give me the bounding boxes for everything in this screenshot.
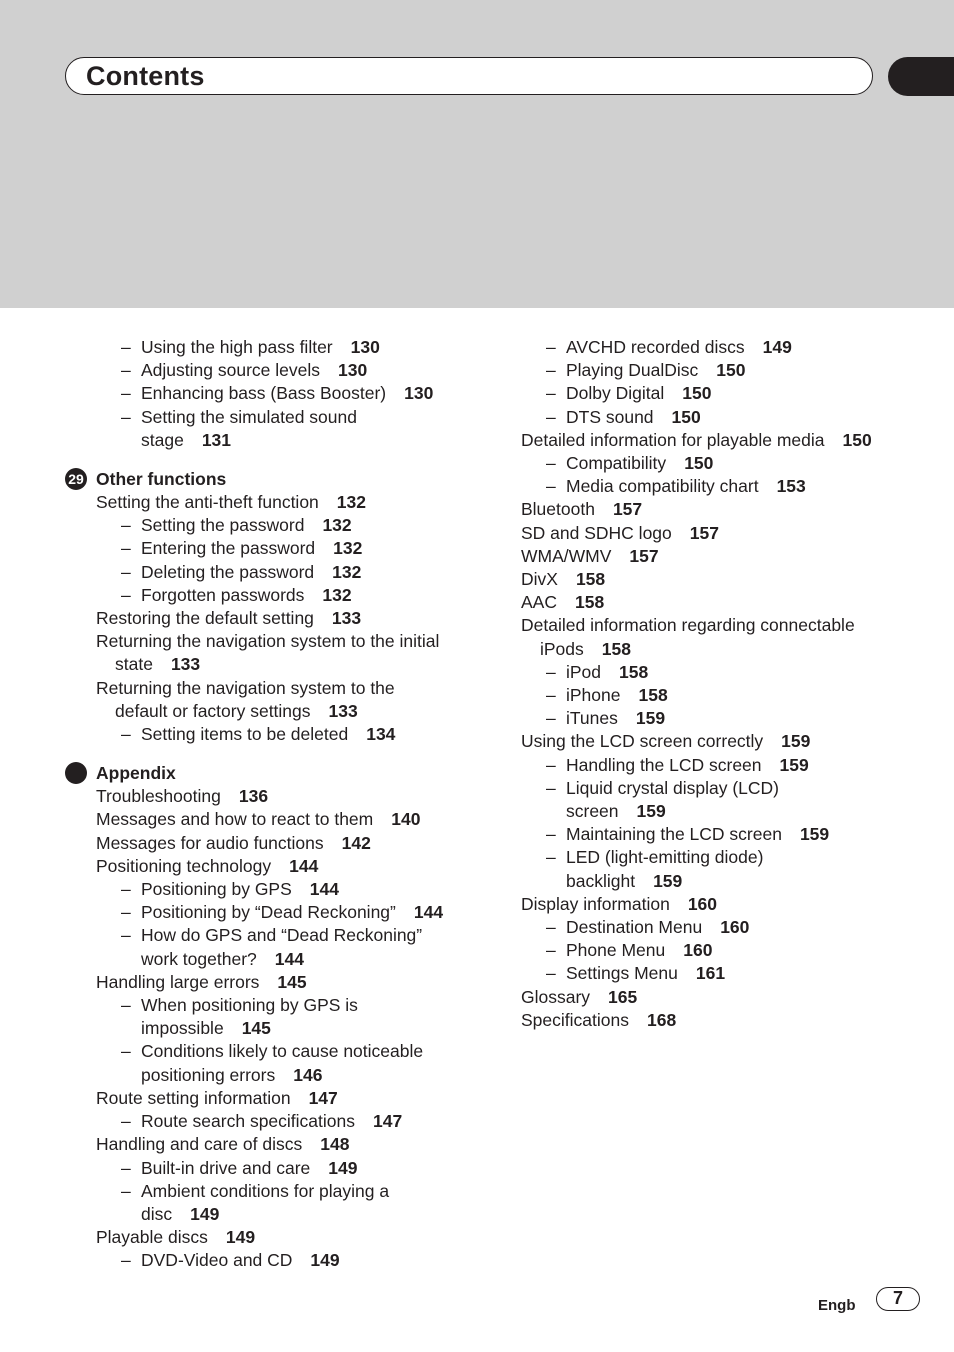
entry-continuation-text: stage — [141, 429, 184, 450]
entry-dash: – — [121, 360, 131, 381]
toc-entry[interactable] — [96, 677, 496, 723]
entry-continuation-text: positioning errors — [141, 1064, 276, 1085]
toc-entry[interactable] — [96, 1040, 496, 1086]
toc-right-column — [521, 336, 941, 1032]
entry-page-number: 144 — [274, 948, 304, 969]
entry-page-number: 131 — [201, 429, 232, 450]
entry-page-number: 147 — [373, 1111, 403, 1132]
entry-page-number: 146 — [293, 1064, 323, 1085]
entry-title: DVD-Video and CD — [141, 1250, 293, 1271]
entry-page-number: 148 — [320, 1134, 350, 1155]
entry-dash: – — [121, 1157, 131, 1178]
entry-title: Route setting information — [96, 1087, 291, 1108]
entry-title: How do GPS and “Dead Reckoning” — [141, 925, 423, 946]
toc-entry[interactable] — [96, 537, 496, 560]
toc-entry[interactable] — [521, 359, 941, 382]
toc-entry[interactable] — [521, 730, 941, 753]
toc-entry[interactable] — [521, 382, 941, 405]
entry-page-number: 160 — [683, 940, 713, 961]
entry-page-number: 160 — [687, 893, 718, 914]
toc-entry[interactable] — [521, 498, 941, 521]
section-number-badge: 29 — [65, 468, 87, 490]
toc-entry[interactable] — [96, 855, 496, 878]
toc-entry[interactable] — [96, 382, 496, 405]
entry-title: Handling and care of discs — [96, 1134, 303, 1155]
entry-title: Bluetooth — [521, 499, 595, 520]
entry-page-number: 133 — [328, 700, 358, 721]
section-tab — [888, 57, 954, 96]
entry-dash: – — [546, 917, 556, 938]
entry-continuation — [566, 800, 941, 823]
section-heading — [96, 762, 496, 785]
entry-title: Adjusting source levels — [141, 360, 320, 381]
entry-dash: – — [121, 1250, 131, 1271]
entry-dash: – — [121, 561, 131, 582]
entry-page-number: 153 — [776, 476, 806, 497]
toc-entry[interactable] — [521, 591, 941, 614]
entry-dash: – — [121, 1180, 131, 1201]
toc-entry[interactable] — [521, 406, 941, 429]
entry-page-number: 132 — [333, 538, 363, 559]
entry-dash: – — [121, 724, 131, 745]
entry-page-number: 144 — [289, 855, 319, 876]
entry-page-number: 159 — [635, 708, 666, 729]
toc-entry[interactable] — [521, 777, 941, 823]
entry-continuation-text: state — [115, 654, 153, 675]
toc-entry[interactable] — [96, 1133, 496, 1156]
entry-page-number: 150 — [684, 453, 714, 474]
toc-entry[interactable] — [96, 630, 496, 676]
toc-entry[interactable] — [96, 1180, 496, 1226]
entry-continuation — [96, 700, 496, 723]
entry-title: Using the LCD screen correctly — [521, 731, 764, 752]
toc-entry[interactable] — [521, 452, 941, 475]
entry-page-number: 158 — [575, 569, 606, 590]
toc-entry[interactable] — [96, 1087, 496, 1110]
toc-entry[interactable] — [521, 707, 941, 730]
entry-title: Handling the LCD screen — [566, 754, 762, 775]
entry-dash: – — [121, 902, 131, 923]
entry-title: Entering the password — [141, 538, 316, 559]
entry-page-number: 132 — [332, 561, 362, 582]
entry-page-number: 165 — [608, 986, 638, 1007]
entry-page-number: 132 — [322, 515, 352, 536]
entry-dash: – — [121, 995, 131, 1016]
toc-entry[interactable] — [521, 568, 941, 591]
entry-title: Liquid crystal display (LCD) — [566, 777, 779, 798]
section-number-badge — [65, 762, 87, 784]
entry-title: AAC — [521, 592, 557, 613]
entry-dash: – — [121, 383, 131, 404]
entry-page-number: 130 — [350, 337, 380, 357]
entry-title: Media compatibility chart — [566, 476, 759, 497]
entry-dash: – — [121, 879, 131, 900]
toc-entry[interactable] — [96, 808, 496, 831]
page-title: Contents — [86, 61, 205, 91]
toc-entry[interactable] — [96, 832, 496, 855]
entry-page-number: 161 — [695, 963, 726, 984]
toc-entry[interactable] — [521, 336, 941, 359]
entry-dash: – — [121, 406, 131, 427]
toc-entry[interactable] — [96, 359, 496, 382]
entry-page-number: 149 — [310, 1250, 340, 1271]
entry-title: DivX — [521, 569, 558, 590]
entry-title: Ambient conditions for playing a — [141, 1180, 390, 1201]
entry-page-number: 149 — [190, 1203, 220, 1224]
entry-dash: – — [546, 777, 556, 798]
entry-page-number: 130 — [337, 360, 368, 381]
toc-entry[interactable] — [96, 971, 496, 994]
entry-page-number: 133 — [170, 654, 201, 675]
entry-page-number: 149 — [328, 1157, 358, 1178]
entry-continuation-text: iPods — [540, 638, 584, 659]
entry-continuation — [141, 948, 496, 971]
entry-dash: – — [546, 476, 556, 497]
entry-title: iPhone — [566, 685, 621, 706]
entry-title: Phone Menu — [566, 940, 666, 961]
entry-page-number: 145 — [277, 971, 307, 992]
entry-title: Compatibility — [566, 453, 667, 474]
entry-page-number: 142 — [341, 832, 371, 853]
toc-entry[interactable] — [521, 545, 941, 568]
entry-page-number: 158 — [619, 661, 649, 682]
toc-entry[interactable] — [521, 429, 941, 452]
toc-entry[interactable] — [521, 916, 941, 939]
entry-dash: – — [546, 754, 556, 775]
toc-entry[interactable] — [96, 901, 496, 924]
entry-continuation-text: screen — [566, 801, 619, 822]
entry-dash: – — [121, 337, 131, 357]
entry-title: Enhancing bass (Bass Booster) — [141, 383, 387, 404]
entry-continuation-text: work together? — [141, 948, 257, 969]
entry-page-number: 133 — [331, 608, 362, 629]
entry-continuation-text: impossible — [141, 1018, 224, 1039]
entry-title: Destination Menu — [566, 917, 703, 938]
section-heading-text: Other functions — [96, 469, 227, 490]
toc-entry[interactable] — [96, 491, 496, 514]
toc-entry[interactable] — [521, 986, 941, 1009]
toc-entry[interactable] — [96, 607, 496, 630]
entry-page-number: 132 — [336, 492, 366, 513]
entry-dash: – — [546, 360, 556, 381]
footer-page-number: 7 — [876, 1287, 920, 1311]
entry-title: Playable discs — [96, 1227, 208, 1248]
entry-page-number: 157 — [612, 499, 643, 520]
entry-continuation — [96, 653, 496, 676]
section-heading-text: Appendix — [96, 763, 176, 784]
toc-entry[interactable] — [96, 336, 496, 359]
entry-title: Deleting the password — [141, 561, 315, 582]
toc-entry[interactable] — [96, 994, 496, 1040]
entry-title: WMA/WMV — [521, 545, 612, 566]
entry-continuation — [141, 1203, 496, 1226]
header-band — [0, 0, 954, 308]
entry-title: SD and SDHC logo — [521, 522, 672, 543]
entry-title: Playing DualDisc — [566, 360, 699, 381]
entry-title: Troubleshooting — [96, 786, 221, 807]
entry-title: Detailed information regarding connectable — [521, 615, 855, 636]
entry-title: iPod — [566, 661, 602, 682]
entry-title: Route search specifications — [141, 1111, 355, 1132]
entry-page-number: 159 — [779, 754, 809, 775]
entry-page-number: 150 — [716, 360, 746, 381]
entry-page-number: 158 — [574, 592, 605, 613]
toc-entry[interactable] — [521, 846, 941, 892]
entry-title: Display information — [521, 893, 670, 914]
entry-title: Messages and how to react to them — [96, 809, 374, 830]
entry-dash: – — [121, 1111, 131, 1132]
toc-entry[interactable] — [96, 924, 496, 970]
entry-title: iTunes — [566, 708, 618, 729]
entry-title: Restoring the default setting — [96, 608, 314, 629]
toc-entry[interactable] — [521, 754, 941, 777]
section-heading — [68, 468, 496, 491]
entry-title: DTS sound — [566, 406, 654, 427]
toc-entry[interactable] — [96, 514, 496, 537]
toc-entry[interactable] — [96, 1226, 496, 1249]
entry-title: Handling large errors — [96, 971, 260, 992]
entry-page-number: 159 — [781, 731, 811, 752]
toc-entry[interactable] — [521, 614, 941, 660]
entry-page-number: 159 — [636, 801, 666, 822]
entry-page-number: 144 — [413, 902, 444, 923]
entry-page-number: 144 — [309, 879, 339, 900]
entry-page-number: 149 — [762, 337, 792, 357]
entry-page-number: 130 — [404, 383, 434, 404]
entry-page-number: 160 — [720, 917, 750, 938]
entry-page-number: 134 — [366, 724, 396, 745]
entry-page-number: 140 — [391, 809, 421, 830]
entry-page-number: 147 — [308, 1087, 338, 1108]
entry-dash: – — [121, 925, 131, 946]
entry-dash: – — [546, 406, 556, 427]
footer-language: Engb — [818, 1297, 856, 1314]
toc-entry[interactable] — [96, 723, 496, 746]
entry-title: Setting the anti-theft function — [96, 492, 319, 513]
entry-dash: – — [121, 584, 131, 605]
entry-title: Specifications — [521, 1009, 629, 1030]
entry-page-number: 145 — [241, 1018, 271, 1039]
entry-page-number: 150 — [682, 383, 712, 404]
toc-entry[interactable] — [521, 1009, 941, 1032]
toc-entry[interactable] — [96, 584, 496, 607]
entry-title: Glossary — [521, 986, 591, 1007]
entry-page-number: 159 — [653, 870, 683, 891]
toc-entry[interactable] — [96, 878, 496, 901]
entry-continuation-text: disc — [141, 1203, 173, 1224]
toc-entry[interactable] — [521, 661, 941, 684]
entry-dash: – — [546, 661, 556, 682]
entry-title: Maintaining the LCD screen — [566, 824, 782, 845]
toc-entry[interactable] — [521, 684, 941, 707]
entry-title: Forgotten passwords — [141, 584, 305, 605]
entry-dash: – — [546, 383, 556, 404]
toc-left-column — [68, 336, 496, 1273]
entry-page-number: 149 — [225, 1227, 256, 1248]
entry-page-number: 158 — [601, 638, 631, 659]
toc-entry[interactable] — [96, 1249, 496, 1272]
entry-title: AVCHD recorded discs — [566, 337, 745, 357]
entry-page-number: 159 — [799, 824, 830, 845]
entry-title: Setting the password — [141, 515, 305, 536]
entry-continuation-text: backlight — [566, 870, 636, 891]
entry-page-number: 168 — [646, 1009, 677, 1030]
entry-continuation — [141, 429, 496, 452]
entry-dash: – — [546, 963, 556, 984]
entry-continuation — [141, 1064, 496, 1087]
entry-page-number: 136 — [238, 786, 269, 807]
title-frame — [65, 57, 873, 95]
entry-title: Positioning by GPS — [141, 879, 292, 900]
entry-continuation — [521, 638, 941, 661]
toc-entry[interactable] — [521, 939, 941, 962]
entry-dash: – — [121, 538, 131, 559]
entry-title: When positioning by GPS is — [141, 995, 358, 1016]
entry-page-number: 158 — [638, 685, 668, 706]
entry-dash: – — [546, 337, 556, 357]
toc-entry[interactable] — [96, 1110, 496, 1133]
toc-entry[interactable] — [521, 823, 941, 846]
entry-title: Setting the simulated sound — [141, 406, 357, 427]
entry-title: Dolby Digital — [566, 383, 665, 404]
toc-entry[interactable] — [96, 785, 496, 808]
entry-title: Returning the navigation system to the — [96, 677, 395, 698]
entry-page-number: 150 — [842, 429, 872, 450]
entry-title: Detailed information for playable media — [521, 429, 825, 450]
entry-dash: – — [546, 708, 556, 729]
entry-title: Returning the navigation system to the initial — [96, 631, 440, 652]
entry-title: Positioning by “Dead Reckoning” — [141, 902, 396, 923]
entry-page-number: 150 — [671, 406, 701, 427]
entry-page-number: 132 — [322, 584, 352, 605]
toc-entry[interactable] — [521, 522, 941, 545]
entry-title: Using the high pass filter — [141, 337, 333, 357]
entry-dash: – — [546, 453, 556, 474]
toc-entry[interactable] — [96, 1157, 496, 1180]
entry-dash: – — [546, 824, 556, 845]
entry-dash: – — [121, 1041, 131, 1062]
toc-entry[interactable] — [521, 962, 941, 985]
entry-continuation — [566, 870, 941, 893]
entry-continuation-text: default or factory settings — [115, 700, 311, 721]
entry-title: Setting items to be deleted — [141, 724, 349, 745]
entry-title: Conditions likely to cause noticeable — [141, 1041, 424, 1062]
entry-page-number: 157 — [629, 545, 659, 566]
entry-title: Built-in drive and care — [141, 1157, 311, 1178]
entry-dash: – — [546, 940, 556, 961]
entry-continuation — [141, 1017, 496, 1040]
toc-entry[interactable] — [521, 475, 941, 498]
entry-dash: – — [546, 847, 556, 868]
toc-entry[interactable] — [96, 561, 496, 584]
entry-dash: – — [546, 685, 556, 706]
toc-entry[interactable] — [521, 893, 941, 916]
toc-entry[interactable] — [96, 406, 496, 452]
entry-title: Settings Menu — [566, 963, 678, 984]
entry-title: LED (light-emitting diode) — [566, 847, 764, 868]
entry-page-number: 157 — [689, 522, 719, 543]
entry-title: Messages for audio functions — [96, 832, 324, 853]
entry-title: Positioning technology — [96, 855, 272, 876]
entry-dash: – — [121, 515, 131, 536]
